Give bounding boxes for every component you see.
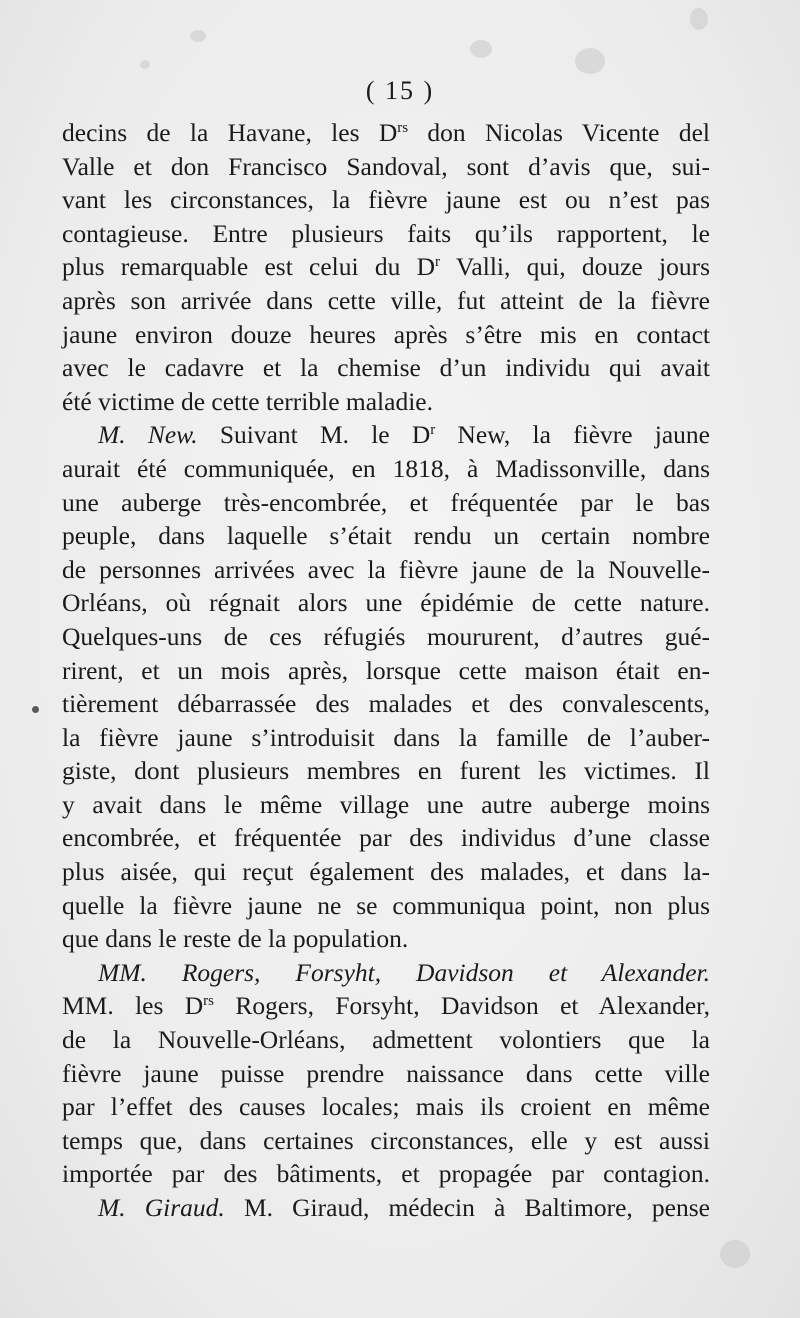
text-line-20: giste, dont plusieurs membres en furent les victimes. Il [62,756,710,786]
paper-speck [470,40,492,58]
text-line-21: y avait dans le même village une autre auberge moins [62,789,710,819]
ink-dot [32,706,39,713]
text-line-2: Valle et don Francisco Sandoval, sont d’avis que, sui- [62,151,710,181]
text-line-32: importée par des bâtiments, et propagée par contagion. [62,1159,710,1189]
text-line-16: Quelques-uns de ces réfugiés moururent, d’autres gué- [62,621,710,651]
page-number: ( 15 ) [365,76,435,105]
text-line-18: tièrement débarrassée des malades et des convalescents, [62,689,710,719]
text-line-22: encombrée, et fréquentée par des individus d’une classe [62,823,710,853]
text-line-29: fièvre jaune puisse prendre naissance dans cette ville [62,1058,710,1088]
text-line-23: plus aisée, qui reçut également des malades, et dans la- [62,857,710,887]
text-line-12: une auberge très-encombrée, et fréquentée par le bas [62,487,710,517]
text-line-31: temps que, dans certaines circonstances, elle y est aussi [62,1125,710,1155]
text-line-17: rirent, et un mois après, lorsque cette maison était en- [62,655,710,685]
paper-speck [690,8,708,30]
text-line-25: que dans le reste de la population. [62,924,409,954]
text-line-6: après son arrivée dans cette ville, fut atteint de la fièvre [62,285,710,315]
paper-speck [140,60,150,69]
section-heading-new: M. New. [98,420,198,450]
text-line-10: M. New. Suivant M. le $D^r$ New, la fièvre jaune [98,420,710,450]
text-line-14: de personnes arrivées avec la fièvre jaune de la Nouvelle- [62,554,710,584]
section-heading-giraud: M. Giraud. [98,1193,225,1222]
paper-speck [575,48,605,74]
text-line-33: M. Giraud. M. Giraud, médecin à Baltimore, pense [98,1193,710,1222]
text-line-15: Orléans, où régnait alors une épidémie de cette nature. [62,588,710,618]
paper-speck [720,1240,750,1268]
section-heading-rogers: MM. Rogers, Forsyht, Davidson et Alexander. [98,957,710,987]
text-line-11: aurait été communiquée, en 1818, à Madissonville, dans [62,453,710,483]
text-line-9: été victime de cette terrible maladie. [62,386,433,416]
text-line-26 [62,956,710,990]
text-line-7: jaune environ douze heures après s’être mis en contact [62,319,710,349]
text-line-13: peuple, dans laquelle s’était rendu un certain nombre [62,521,710,551]
text-line-19: la fièvre jaune s’introduisit dans la famille de l’auber- [62,722,710,752]
text-line-1: decins de la Havane, les $D^{rs}$ don Nicolas Vicente del [62,118,710,147]
text-line-28: de la Nouvelle-Orléans, admettent volontiers que la [62,1025,710,1055]
text-line-8: avec le cadavre et la chemise d’un individu qui avait [62,353,710,383]
text-line-4: contagieuse. Entre plusieurs faits qu’ils rapportent, le [62,218,710,248]
text-line-5: plus remarquable est celui du $D^r$ Valli, qui, douze jours [62,252,711,282]
text-line-30: par l’effet des causes locales; mais ils croient en même [62,1092,710,1122]
body-text [62,116,710,1225]
text-line-3: vant les circonstances, la fièvre jaune est ou n’est pas [62,185,710,215]
paper-speck [190,30,206,42]
text-line-24: quelle la fièvre jaune ne se communiqua point, non plus [62,890,710,920]
text-line-27: MM. les $D^{rs}$ Rogers, Forsyht, Davidson et Alexander, [62,991,710,1021]
